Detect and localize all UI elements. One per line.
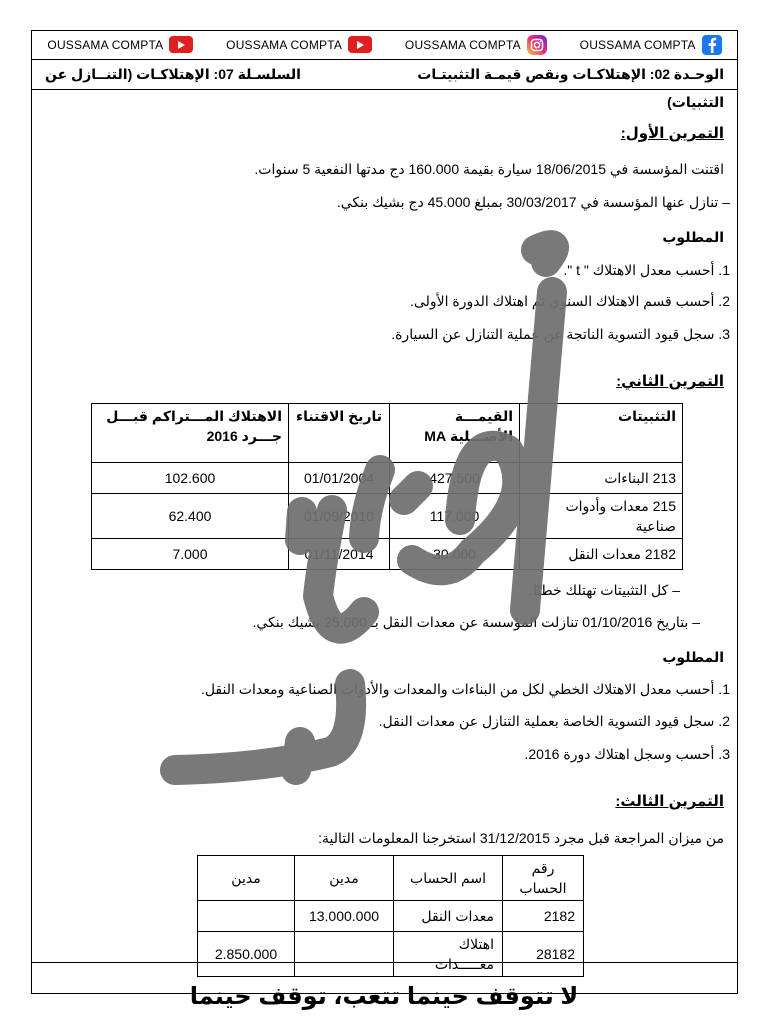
series-title: السلسـلة 07: الإهتلاكـات (التنــازل عن xyxy=(45,66,301,82)
channel-label: OUSSAMA COMPTA xyxy=(579,37,696,52)
unit-title: الوحـدة 02: الإهتلاكـات ونقص قيمـة التثبيتـات xyxy=(417,66,724,82)
exercise-1-question-2: 2. أحسب قسم الاهتلاك السنوي ثم اهتلاك الدورة الأولى. xyxy=(410,293,730,309)
social-instagram[interactable] xyxy=(405,35,547,55)
footer-divider xyxy=(31,962,738,963)
table-row xyxy=(92,494,683,539)
acquisition-date: 01/01/2004 xyxy=(289,463,390,494)
original-value: 117.000 xyxy=(390,494,520,539)
series-title-continuation: التثبيات) xyxy=(667,94,724,110)
column-header: التثبيتات xyxy=(520,404,683,463)
acquisition-date: 01/09/2010 xyxy=(289,494,390,539)
social-facebook[interactable] xyxy=(580,35,722,55)
column-header: رقم الحساب xyxy=(503,856,584,901)
accumulated-depreciation: 102.600 xyxy=(92,463,289,494)
column-header: اسم الحساب xyxy=(394,856,503,901)
footer-motto: لا تتوقف حينما تتعب، توقف حينما xyxy=(189,983,579,1010)
exercise-1-question-3: 3. سجل قيود التسوية الناتجة عن عملية التنازل عن السيارة. xyxy=(391,326,730,342)
account-number: 2182 xyxy=(503,901,584,932)
channel-label: OUSSAMA COMPTA xyxy=(47,37,164,52)
unit-header xyxy=(31,60,738,90)
account-number: 28182 xyxy=(503,932,584,977)
accumulated-depreciation: 62.400 xyxy=(92,494,289,539)
exercise-1-question-1: 1. أحسب معدل الاهتلاك " t ". xyxy=(563,262,730,278)
column-header: مدين xyxy=(295,856,394,901)
table-header-row xyxy=(198,856,584,901)
exercise-1-statement-2: – تنازل عنها المؤسسة في 30/03/2017 بمبلغ 45.000 دج بشيك بنكي. xyxy=(336,194,730,210)
exercise-2-title: التمرين الثاني: xyxy=(616,373,724,390)
facebook-icon xyxy=(702,35,722,55)
social-youtube-1[interactable] xyxy=(47,36,193,53)
youtube-icon xyxy=(348,36,372,53)
exercise-1-statement: اقتنت المؤسسة في 18/06/2015 سيارة بقيمة 160.000 دج مدتها النفعية 5 سنوات. xyxy=(254,161,724,177)
column-header: تاريخ الاقتناء xyxy=(289,404,390,463)
column-header: مدين xyxy=(198,856,295,901)
account-name: اهتلاك معـــــدات xyxy=(394,932,503,977)
exercise-1-title: التمرين الأول: xyxy=(620,125,724,142)
exercise-1-required: المطلوب xyxy=(662,229,724,245)
asset-name: 215 معدات وأدوات صناعية xyxy=(520,494,683,539)
debit-amount: 2.850.000 xyxy=(198,932,295,977)
table-row xyxy=(92,539,683,570)
exercise-2-question-1: 1. أحسب معدل الاهتلاك الخطي لكل من البناءات والمعدات والأدوات الصناعية ومعدات النقل. xyxy=(200,681,730,697)
exercise-3-intro: من ميزان المراجعة قبل مجرد 31/12/2015 استخرجنا المعلومات التالية: xyxy=(318,830,724,846)
social-header xyxy=(31,30,738,60)
youtube-icon xyxy=(169,36,193,53)
column-header: القيمـــة الأصـــلية MA xyxy=(390,404,520,463)
exercise-2-note-2: – بتاريخ 01/10/2016 تنازلت المؤسسة عن معدات النقل بـ 25.000 بشيك بنكي. xyxy=(252,614,700,630)
accumulated-depreciation: 7.000 xyxy=(92,539,289,570)
trial-balance-table xyxy=(197,855,584,977)
table-row xyxy=(92,463,683,494)
debit-amount xyxy=(198,901,295,932)
channel-label: OUSSAMA COMPTA xyxy=(226,37,343,52)
account-name: معدات النقل xyxy=(394,901,503,932)
original-value: 427.500 xyxy=(390,463,520,494)
social-youtube-2[interactable] xyxy=(226,36,372,53)
debit-amount xyxy=(295,932,394,977)
acquisition-date: 01/11/2014 xyxy=(289,539,390,570)
debit-amount: 13.000.000 xyxy=(295,901,394,932)
exercise-2-note-1: – كل التثبيتات تهتلك خطيًا. xyxy=(529,582,680,598)
original-value: 30.000 xyxy=(390,539,520,570)
exercise-3-title: التمرين الثالث: xyxy=(615,793,724,810)
fixed-assets-table xyxy=(91,403,683,570)
asset-name: 2182 معدات النقل xyxy=(520,539,683,570)
table-row xyxy=(198,901,584,932)
asset-name: 213 البناءات xyxy=(520,463,683,494)
table-header-row xyxy=(92,404,683,463)
exercise-2-required: المطلوب xyxy=(662,649,724,665)
table-row xyxy=(198,932,584,977)
channel-label: OUSSAMA COMPTA xyxy=(404,37,521,52)
exercise-2-question-3: 3. أحسب وسجل اهتلاك دورة 2016. xyxy=(524,746,730,762)
exercise-2-question-2: 2. سجل قيود التسوية الخاصة بعملية التنازل عن معدات النقل. xyxy=(378,713,730,729)
column-header: الاهتلاك المـــتراكم قبـــل جـــرد 2016 xyxy=(92,404,289,463)
instagram-icon xyxy=(527,35,547,55)
